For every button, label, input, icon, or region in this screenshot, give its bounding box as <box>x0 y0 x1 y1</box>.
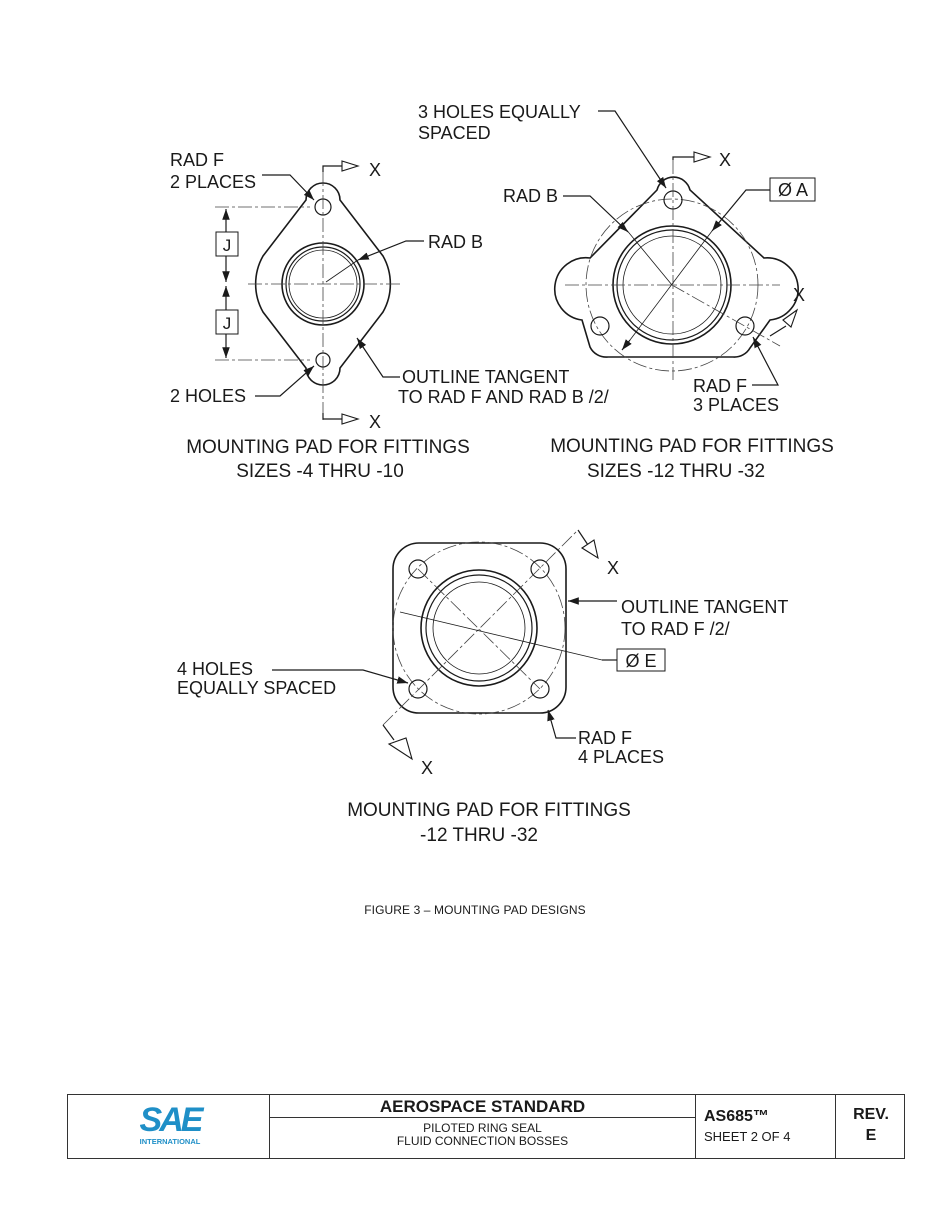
fig2-holes-line2: SPACED <box>418 123 491 143</box>
fig3-pad-outline <box>393 543 566 713</box>
sae-logo <box>136 1103 206 1147</box>
fig2-hole-right <box>736 317 754 335</box>
fig2-pad-outline <box>555 177 798 357</box>
fig3-diagonal-centerline <box>383 530 578 725</box>
fig2-rad-b-text: RAD B <box>503 186 559 206</box>
sae-logo-subtext: INTERNATIONAL <box>139 1137 201 1146</box>
fig3-caption-line1: MOUNTING PAD FOR FITTINGS <box>347 800 631 821</box>
fig1-section-bottom-leader <box>323 413 342 419</box>
title-block-doc-cell <box>696 1095 836 1158</box>
fig3-section-bottom-leader <box>383 725 394 740</box>
fig3-outline-line1: OUTLINE TANGENT <box>621 597 789 617</box>
fig1-rad-b-text: RAD B <box>428 232 484 252</box>
fig3-dia-e-line <box>400 612 602 660</box>
sae-logo-text: SAE <box>139 1103 201 1139</box>
fig1-outline-leader <box>357 338 400 377</box>
fig3-section-top-x: X <box>607 558 620 578</box>
fig3-diagonal-centerline-2 <box>418 569 540 689</box>
fig3-section-bottom-arrow <box>389 738 412 759</box>
fig3-section-top-arrow <box>582 540 598 558</box>
fig2-rad-f-leader <box>752 337 778 385</box>
fig3-bore-mid <box>426 575 532 681</box>
fig2-section-right-x: X <box>793 285 806 305</box>
fig3-holes-line2: EQUALLY SPACED <box>177 678 337 698</box>
fig2-dia-a-arrow-bottom <box>622 340 630 350</box>
fig1-caption-line1: MOUNTING PAD FOR FITTINGS <box>186 437 470 458</box>
document-title <box>270 1122 695 1148</box>
fig1-holes-leader <box>255 366 314 396</box>
fig1-outline-line2: TO RAD F AND RAD B /2/ <box>398 387 609 407</box>
fig1-section-top-leader <box>323 166 342 172</box>
fig2-section-top-arrow <box>694 152 710 162</box>
fig2-rad-b-leader <box>563 196 628 232</box>
fig2-section-top-leader <box>673 157 694 160</box>
figure-caption: FIGURE 3 – MOUNTING PAD DESIGNS <box>364 903 586 917</box>
document-title-line2: FLUID CONNECTION BOSSES <box>396 1134 569 1148</box>
fig3-rad-f-line1: RAD F <box>578 728 632 748</box>
fig2-rad-f-line1: RAD F <box>693 376 747 396</box>
fig1-section-top-x: X <box>369 160 382 180</box>
sheet-number: SHEET 2 OF 4 <box>704 1129 791 1144</box>
fig1-holes-text: 2 HOLES <box>170 386 247 406</box>
fig3-hole-top-right <box>531 560 549 578</box>
title-block-title-cell <box>270 1095 696 1158</box>
figure3-four-hole-pad <box>177 530 788 846</box>
fig2-dia-a-text: Ø A <box>777 180 809 200</box>
title-block <box>67 1094 905 1159</box>
figure2-three-hole-pad <box>418 102 834 482</box>
fig1-rad-f-line1: RAD F <box>170 150 224 170</box>
fig3-rad-f-line2: 4 PLACES <box>578 747 665 767</box>
standard-heading: AEROSPACE STANDARD <box>270 1095 695 1118</box>
fig1-caption-line2: SIZES -4 THRU -10 <box>236 461 404 482</box>
fig3-caption-line2: -12 THRU -32 <box>420 825 538 846</box>
title-block-rev-cell <box>836 1095 906 1158</box>
fig2-holes-line1: 3 HOLES EQUALLY <box>418 102 581 122</box>
title-block-logo-cell <box>68 1095 270 1158</box>
fig2-section-top-x: X <box>719 150 732 170</box>
fig1-rad-f-line2: 2 PLACES <box>170 172 257 192</box>
fig2-holes-leader <box>598 111 666 188</box>
fig2-rad-f-line2: 3 PLACES <box>693 395 780 415</box>
fig1-section-bottom-x: X <box>369 412 382 432</box>
fig2-dia-a-leader <box>712 190 770 231</box>
document-number: AS685™ <box>704 1108 769 1125</box>
fig3-rad-f-leader <box>548 710 576 738</box>
fig2-caption-line1: MOUNTING PAD FOR FITTINGS <box>550 436 834 457</box>
fig3-bore-inner <box>433 582 525 674</box>
fig2-caption-line2: SIZES -12 THRU -32 <box>586 461 766 482</box>
fig3-dia-e-text: Ø E <box>625 651 657 671</box>
fig3-outline-line2: TO RAD F /2/ <box>621 619 730 639</box>
fig3-holes-line1: 4 HOLES <box>177 659 254 679</box>
fig1-outline-line1: OUTLINE TANGENT <box>402 367 570 387</box>
fig2-section-right-arrow <box>783 310 797 327</box>
fig1-rad-b-radius-line <box>326 260 358 282</box>
document-title-line1: PILOTED RING SEAL <box>423 1121 542 1135</box>
fig2-section-right-leader <box>770 326 786 336</box>
fig1-section-top-arrow <box>342 161 358 171</box>
fig3-section-bottom-x: X <box>421 758 434 778</box>
fig1-j-lower-text: J <box>222 314 232 333</box>
revision-value: E <box>865 1127 877 1144</box>
fig1-section-bottom-arrow <box>342 414 358 424</box>
revision-label: REV. <box>853 1106 889 1123</box>
fig1-j-upper-text: J <box>222 236 232 255</box>
fig3-section-top-leader <box>578 530 588 545</box>
fig2-dia-a-line <box>630 231 712 340</box>
fig1-rad-b-leader <box>358 241 424 260</box>
